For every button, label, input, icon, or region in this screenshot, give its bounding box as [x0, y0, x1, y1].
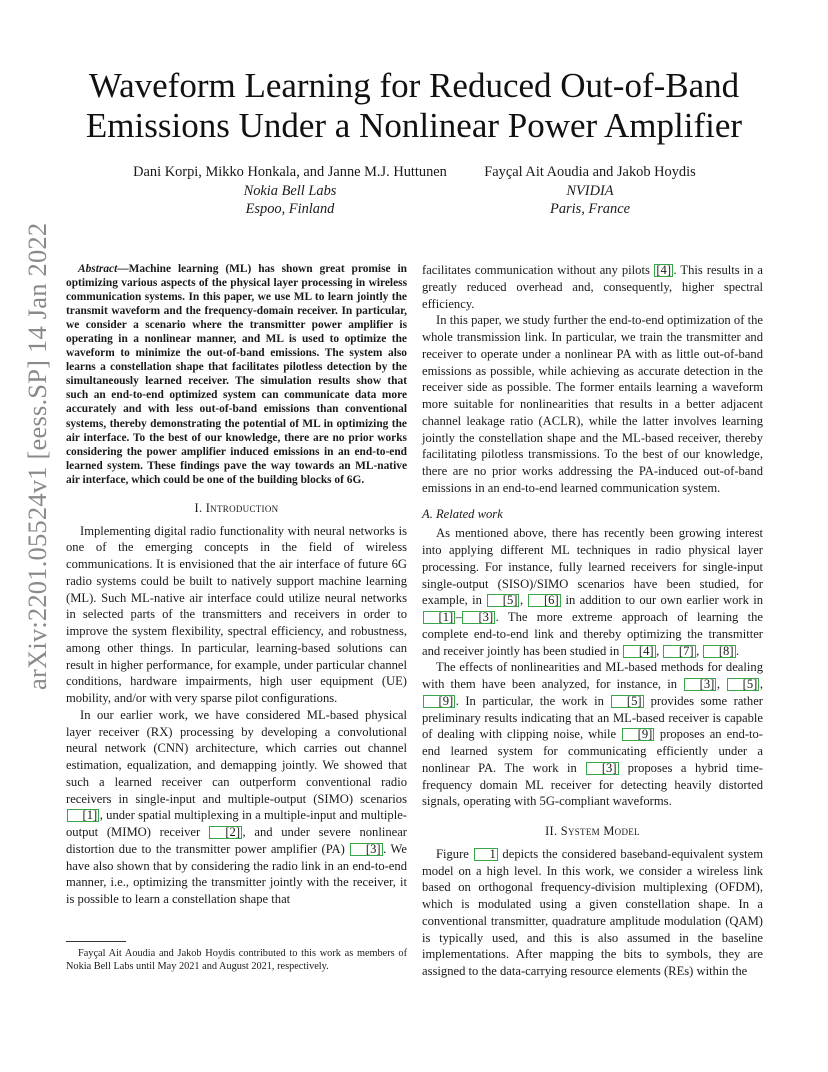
author-location: Espoo, Finland: [245, 201, 335, 217]
author-names: Fayçal Ait Aoudia and Jakob Hoydis: [484, 164, 696, 180]
citation-link[interactable]: [4]: [623, 645, 656, 658]
author-affiliation: NVIDIA: [566, 182, 614, 199]
text-run: The effects of nonlinearities and ML-based methods for dealing with them have been analyzed, for instance, in: [422, 660, 763, 691]
text-run: As mentioned above, there has recently been growing interest into applying different ML techniques in radio physical layer processing. For instance, fully learned receivers for single-input single-output (SISO)/SIMO scenarios have been studied, for example, in: [422, 526, 763, 608]
section-heading-introduction: I. Introduction: [194, 500, 279, 515]
citation-link[interactable]: [9]: [423, 695, 456, 708]
related-work-paragraph-2: The effects of nonlinearities and ML-based methods for dealing with them have been analyzed, for instance, in [3] , [5] , [9] . In particular, the work in [5] provides some rather preliminary results indicating that an ML-based receiver is capable of dealing with clipping noise, while [9] proposes an end-to-end learned system for communicating efficiently under a nonlinear PA. The work in [3] proposes a hybrid time-frequency domain ML receiver for detecting heavily distorted signals, operating with 5G-compliant waveforms.: [422, 660, 764, 809]
abstract-label: Abstract: [78, 263, 118, 275]
author-affiliation: Nokia Bell Labs: [243, 182, 337, 199]
citation-link[interactable]: [1]: [67, 809, 100, 822]
abstract-text: —Machine learning (ML) has shown great promise in optimizing various aspects of the physical layer processing in wireless communication systems. In this paper, we use ML to learn jointly the transmit waveform and the frequency-domain receiver. In particular, we consider a scenario where the transmitter power amplifier is operating in a nonlinear manner, and ML is used to optimize the waveform to minimize the out-of-band emissions. The system also learns a constellation shape that facilitates pilotless detection by the simultaneously learned receiver. The simulation results show that such an end-to-end optimized system can communicate data more accurately and with less out-of-band emissions than conventional systems, thereby demonstrating the potential of ML in optimizing the air interface. To the best of our knowledge, there are no prior works considering the power amplifier induced emissions in an end-to-end learned system. These findings pave the way towards an ML-native air interface, which could be one of the building blocks of 6G.: [66, 263, 407, 486]
citation-link[interactable]: [5]: [487, 594, 520, 607]
text-run: proposes an end-to-end learned system for communicating efficiently under a nonlinear PA. The work in: [422, 727, 763, 775]
footnote-divider: [66, 941, 126, 942]
text-run: in addition to our own earlier work in: [561, 593, 763, 608]
citation-link[interactable]: [5]: [611, 695, 644, 708]
text-run: depicts the considered baseband-equivalent system model on a high level. In this work, we consider a wireless link based on orthogonal frequency-division multiplexing (OFDM), which is modulated using a given constellation shape. In a conventional transmitter, quadrature amplitude modulation (QAM) is typically used, and this is also assumed in the baseline implementations. After mapping the bits to symbols, they are assigned to the data-carrying resource elements (REs) within the: [422, 846, 764, 978]
text-run: . The more extreme approach of learning the complete end-to-end link and thereby optimizing the transmitter and receiver jointly has been studied in: [422, 610, 763, 658]
left-column: [66, 262, 407, 908]
related-work-paragraph-1: As mentioned above, there has recently been growing interest into applying different ML techniques in radio physical layer processing. For instance, fully learned receivers for single-input single-output (SISO)/SIMO scenarios have been studied, for example, in [5] , [6] in addition to our own earlier work in [1] – [3] . The more extreme approach of learning the complete end-to-end link and thereby optimizing the transmitter and receiver jointly has been studied in [4] , [7] , [8] .: [422, 526, 763, 658]
author-names: Dani Korpi, Mikko Honkala, and Janne M.J. Huttunen: [133, 164, 447, 180]
section-heading-system-model: II. System Model: [545, 824, 640, 838]
citation-link[interactable]: [6]: [528, 594, 561, 607]
citation-link[interactable]: [3]: [586, 762, 619, 775]
figure-reference-link[interactable]: 1: [474, 848, 498, 861]
citation-link[interactable]: [8]: [703, 645, 736, 658]
citation-link[interactable]: [7]: [663, 645, 696, 658]
text-run: In our earlier work, we have considered ML-based physical layer receiver (RX) processing by developing a convolutional neural network (CNN) architecture, which carries out channel estimation, equalization, and demapping jointly. We showed that such a learned receiver can outperform conventional radio receivers in single-input and multiple-output (SIMO) scenarios: [66, 707, 407, 806]
abstract: [66, 262, 407, 487]
intro-paragraph-2: [66, 707, 407, 908]
text-run: provides some rather preliminary results indicating that an ML-based receiver is capable of dealing with clipping noise, while: [422, 693, 763, 742]
intro-paragraph-3: In this paper, we study further the end-to-end optimization of the whole transmission link. In particular, we train the transmitter and receiver to operate under a nonlinear PA with as little out-of-band emissions as possible, while achieving as accurate detection in the receiver side as possible. The former entails learning a waveform more suitable for nonlinearities that results in a better adjacent channel leakage ratio (ACLR), while the latter involves learning jointly the constellation shape and the ML-based receiver, thereby facilitating pilotless transmissions. To the best of our knowledge, there are no prior works addressing the PA-induced out-of-band emissions in an end-to-end learned communication system.: [422, 313, 763, 495]
citation-link[interactable]: [3]: [462, 611, 495, 624]
citation-link[interactable]: [5]: [727, 678, 760, 691]
text-run: facilitates communication without any pilots: [422, 263, 654, 277]
author-location: Paris, France: [550, 201, 630, 217]
arxiv-identifier: arXiv:2201.05524v1 [eess.SP] 14 Jan 2022: [22, 222, 52, 690]
footnote: Fayçal Ait Aoudia and Jakob Hoydis contributed to this work as members of Nokia Bell Labs until May 2021 and August 2021, respectively.: [66, 948, 407, 972]
text-run: . This results in a greatly reduced overhead and, consequently, higher spectral efficiency.: [422, 263, 763, 311]
author-block-left: [100, 163, 480, 219]
text-run: proposes a hybrid time-frequency domain ML receiver for detecting heavily distorted signals, operating with 5G-compliant waveforms.: [422, 760, 764, 809]
citation-link[interactable]: [2]: [209, 826, 242, 839]
citation-link[interactable]: [4]: [656, 263, 672, 277]
text-run: Figure: [436, 846, 474, 861]
paper-title: Waveform Learning for Reduced Out-of-Band Emissions Under a Nonlinear Power Amplifier: [85, 66, 743, 145]
intro-paragraph-continued: [422, 262, 763, 312]
text-run: , under spatial multiplexing in a multiple-input and multiple-output (MIMO) receiver: [66, 808, 407, 839]
text-run: , and under severe nonlinear distortion due to the transmitter power amplifier (PA): [66, 825, 408, 856]
right-column: [422, 262, 763, 980]
system-model-paragraph-1: [422, 846, 763, 980]
intro-paragraph-1: Implementing digital radio functionality with neural networks is one of the emerging concepts in the field of wireless communications. It is envisioned that the air interface of future 6G radio systems could be built to natively support machine learning (ML). Such ML-native air interface could utilize neural networks in selected parts of the transmitters and receivers in order to improve the system flexibility, spectral efficiency, and robustness, among other things. In particular, learning-based solutions can result in higher performance, for example, under particular channel conditions, hardware impairments, high user equipment (UE) mobility, and/or with very sparse pilot configurations.: [66, 523, 407, 705]
text-run: . We have also shown that by considering the radio link in an end-to-end manner, i.e., optimizing the transmitter jointly with the receiver, it is possible to learn a constellation shape that: [66, 841, 407, 906]
citation-link[interactable]: [3]: [684, 678, 717, 691]
citation-link[interactable]: [9]: [622, 728, 655, 741]
citation-link[interactable]: [1]: [423, 611, 456, 624]
author-block-right: [430, 163, 750, 219]
citation-link[interactable]: [3]: [350, 843, 383, 856]
text-run: . In particular, the work in: [455, 693, 611, 708]
subsection-heading-related-work: A. Related work: [422, 506, 503, 521]
